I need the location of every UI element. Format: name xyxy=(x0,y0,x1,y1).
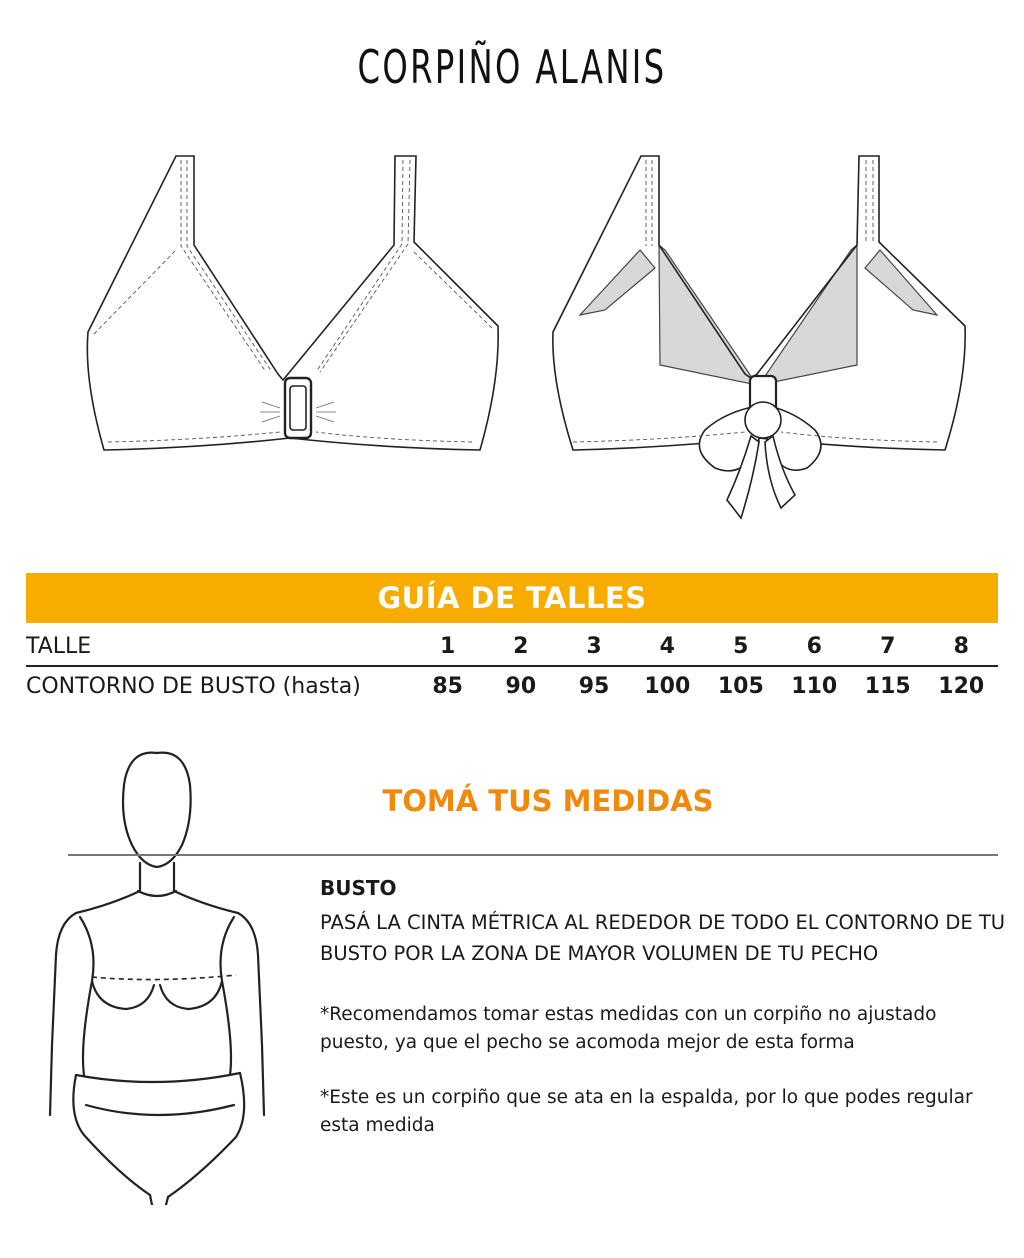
section-divider xyxy=(68,854,998,856)
page-title: CORPIÑO ALANIS xyxy=(357,40,667,94)
size-cell: 3 xyxy=(557,627,630,666)
bust-cell: 100 xyxy=(644,673,691,699)
size-cell: 4 xyxy=(631,627,704,666)
size-cell: 6 xyxy=(778,627,851,666)
mannequin-icon xyxy=(40,745,290,1205)
size-table xyxy=(26,627,998,705)
bust-cell: 85 xyxy=(432,673,463,699)
bust-row-label: CONTORNO DE BUSTO (hasta) xyxy=(26,673,361,699)
bust-cell: 110 xyxy=(791,673,838,699)
size-cell: 7 xyxy=(851,627,924,666)
bra-back-icon xyxy=(545,150,975,530)
adjustable-note: *Este es un corpiño que se ata en la espalda, por lo que podes regular esta medida xyxy=(320,1087,973,1136)
measure-title: TOMÁ TUS MEDIDAS xyxy=(382,784,714,818)
size-row-label: TALLE xyxy=(26,627,411,666)
size-cell: 8 xyxy=(924,627,998,666)
bust-cell: 95 xyxy=(578,673,610,699)
bust-cell: 115 xyxy=(864,673,911,699)
bust-cell: 90 xyxy=(505,673,537,699)
busto-description: PASÁ LA CINTA MÉTRICA AL REDEDOR DE TODO EL CONTORNO DE TU BUSTO POR LA ZONA DE MAYOR VOLUMEN DE TU PECHO xyxy=(320,911,1006,965)
size-cell: 2 xyxy=(484,627,557,666)
size-cell: 1 xyxy=(411,627,484,666)
recommendation-note: *Recomendamos tomar estas medidas con un corpiño no ajustado puesto, ya que el pecho se acomoda mejor de esta forma xyxy=(320,1004,937,1053)
busto-title: BUSTO xyxy=(320,876,397,900)
bust-cell: 120 xyxy=(938,673,985,699)
bra-front-icon xyxy=(80,150,500,460)
size-cell: 5 xyxy=(704,627,777,666)
table-row-bust xyxy=(26,666,998,705)
table-row-size xyxy=(26,627,998,666)
size-guide-banner: GUÍA DE TALLES xyxy=(26,573,998,623)
bust-cell: 105 xyxy=(717,673,764,699)
